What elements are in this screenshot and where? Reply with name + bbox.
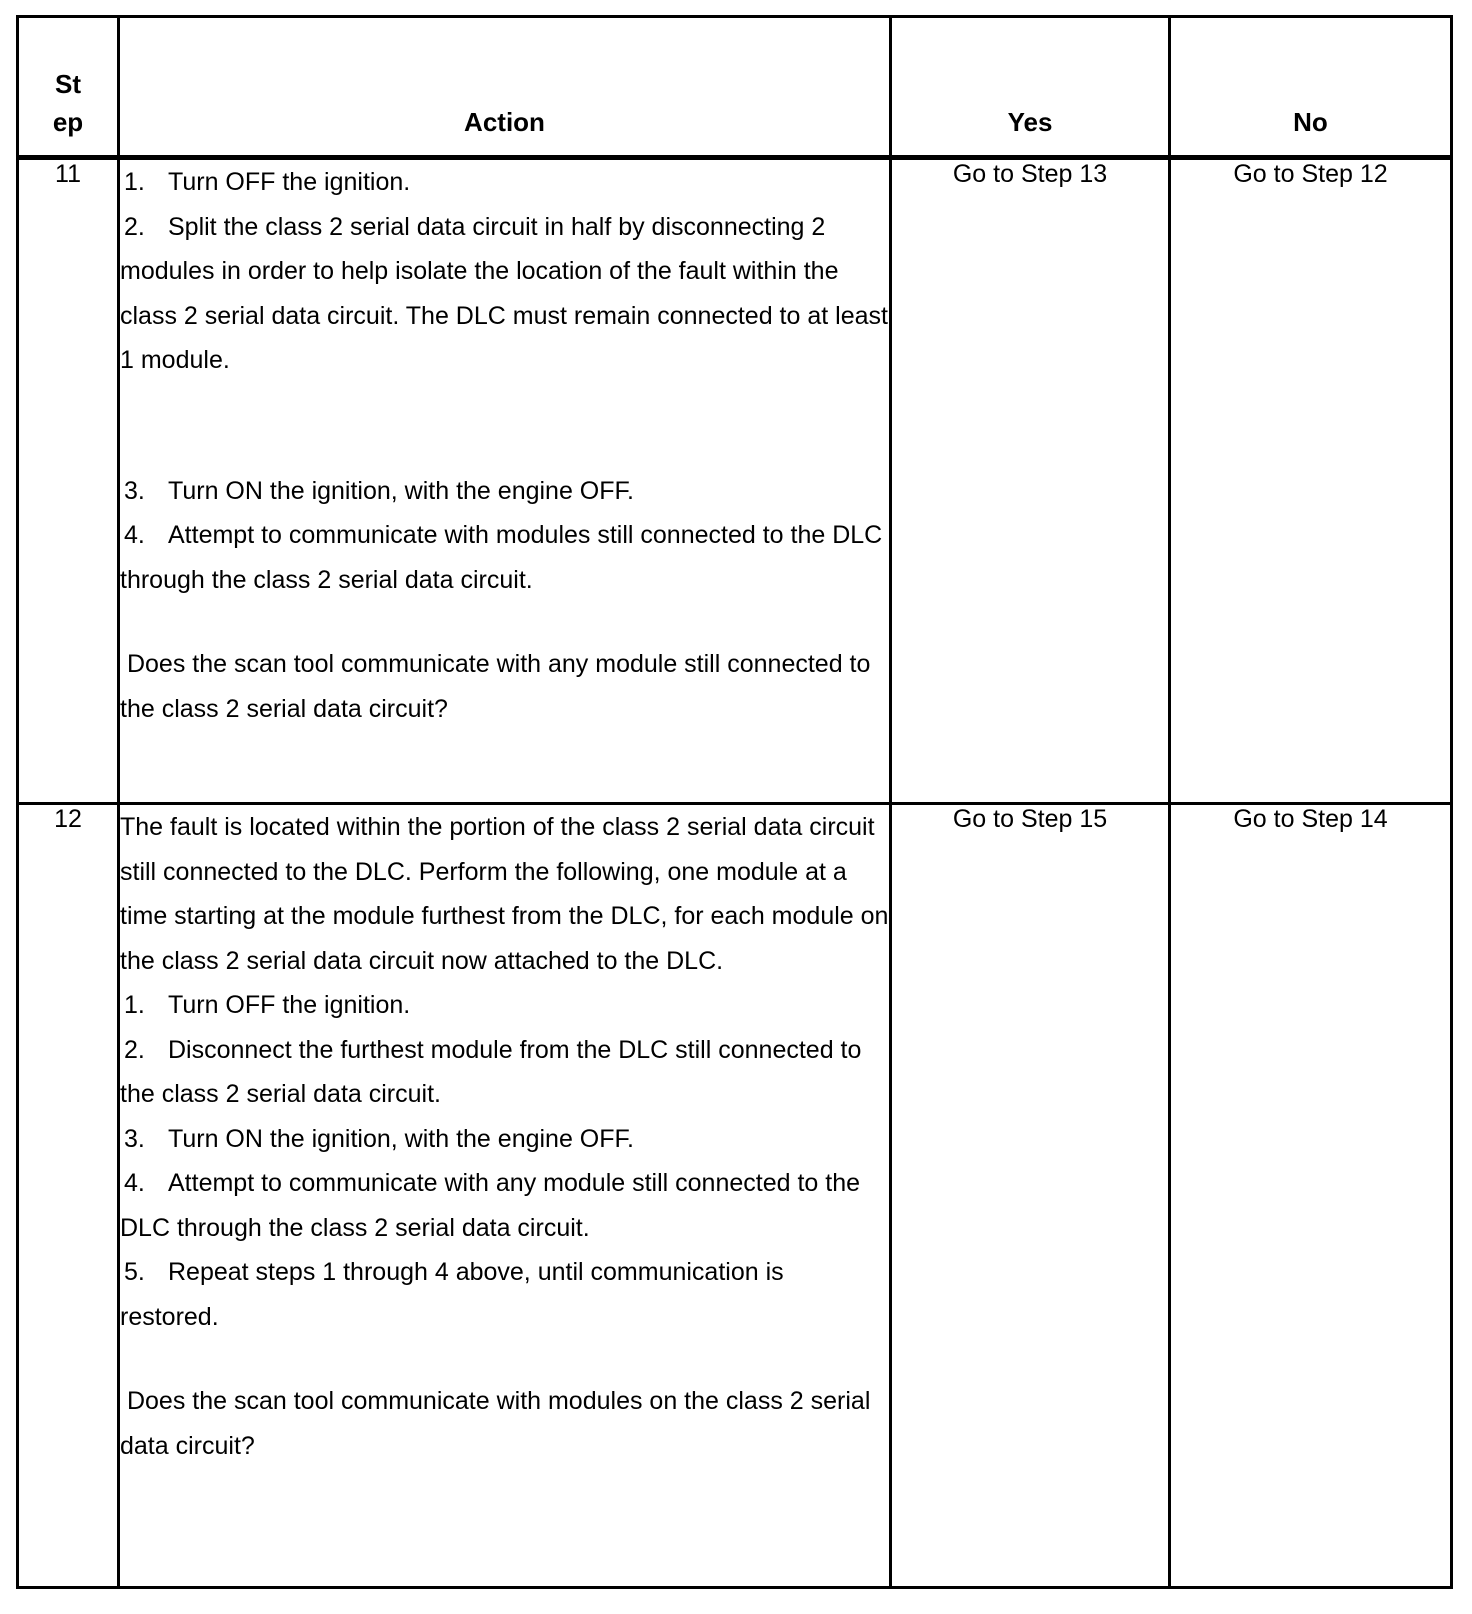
item-number: 4. [124, 1169, 145, 1197]
item-number: 5. [124, 1258, 145, 1286]
action-intro: The fault is located within the portion of the class 2 serial data circuit still connected to the DLC. Perform the following, one module at a time starting at the module furthest from the DLC, for each module on the class 2 serial data circuit now attached to the DLC. [120, 813, 889, 975]
item-number: 2. [124, 212, 145, 241]
action-item [120, 983, 889, 1028]
diagnostic-table [16, 15, 1453, 1589]
no-answer: Go to Step 14 [1170, 804, 1452, 1588]
table-row-step-11 [18, 158, 1452, 804]
header-action: Action [119, 17, 891, 158]
item-number: 1. [124, 168, 145, 196]
action-cell [119, 804, 891, 1588]
action-item [120, 205, 889, 383]
item-text: Turn ON the ignition, with the engine OFF. [168, 476, 634, 505]
action-cell [119, 158, 891, 804]
step-number: 11 [18, 158, 119, 804]
item-text: Disconnect the furthest module from the DLC still connected to the class 2 serial data circuit. [120, 1035, 862, 1108]
yes-answer: Go to Step 13 [891, 158, 1170, 804]
item-text: Turn OFF the ignition. [168, 168, 411, 196]
header-yes: Yes [891, 17, 1170, 158]
action-item [120, 1250, 889, 1339]
action-item [120, 160, 889, 205]
action-item [120, 1161, 889, 1250]
action-item [120, 513, 889, 602]
table-row-step-12 [18, 804, 1452, 1588]
item-number: 3. [124, 476, 145, 505]
item-number: 1. [124, 991, 145, 1019]
action-item [120, 469, 889, 514]
step-number: 12 [18, 804, 119, 1588]
table-header-row [18, 17, 1452, 158]
action-item [120, 1028, 889, 1117]
action-question: Does the scan tool communicate with modules on the class 2 serial data circuit? [120, 1387, 871, 1460]
item-text: Attempt to communicate with any module still connected to the DLC through the class 2 serial data circuit. [120, 1169, 861, 1242]
no-answer: Go to Step 12 [1170, 158, 1452, 804]
item-text: Turn OFF the ignition. [168, 991, 411, 1019]
item-number: 2. [124, 1035, 145, 1064]
action-question: Does the scan tool communicate with any module still connected to the class 2 serial data circuit? [120, 650, 871, 723]
item-text: Split the class 2 serial data circuit in half by disconnecting 2 modules in order to help isolate the location of the fault within the class 2 serial data circuit. The DLC must remain connected to at least 1 module. [120, 212, 888, 374]
action-item [120, 1117, 889, 1162]
header-step: St ep [18, 17, 119, 158]
yes-answer: Go to Step 15 [891, 804, 1170, 1588]
item-text: Attempt to communicate with modules still connected to the DLC through the class 2 serial data circuit. [120, 521, 883, 594]
item-number: 3. [124, 1124, 145, 1153]
item-number: 4. [124, 521, 145, 549]
item-text: Turn ON the ignition, with the engine OFF. [168, 1124, 634, 1153]
item-text: Repeat steps 1 through 4 above, until communication is restored. [120, 1258, 784, 1331]
header-no: No [1170, 17, 1452, 158]
